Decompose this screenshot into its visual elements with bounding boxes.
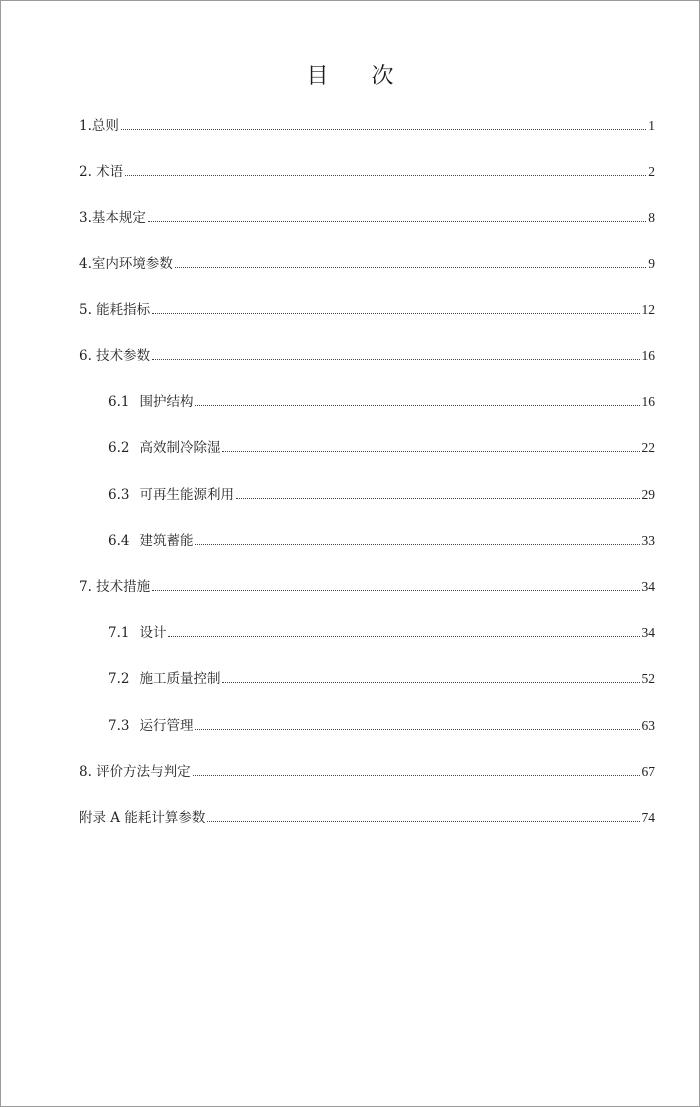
toc-entry-label: 5. 能耗指标 [79, 302, 151, 318]
dot-leader [152, 313, 639, 314]
toc-section-number: 6.4 [108, 533, 130, 549]
dot-leader [222, 451, 639, 452]
toc-section-number: 6.1 [108, 394, 130, 410]
toc-entry-label: 7. 技术措施 [79, 579, 151, 595]
toc-page-number: 12 [641, 302, 655, 317]
toc-page-number: 16 [641, 394, 655, 409]
toc-entry-label: 8. 评价方法与判定 [79, 764, 191, 780]
toc-entry-label: 设计 [139, 625, 167, 641]
toc-entry-label: 施工质量控制 [139, 671, 221, 687]
toc-section-number: 6.2 [108, 440, 130, 456]
toc-section-number: 7.3 [108, 718, 130, 734]
toc-page-number: 33 [641, 533, 655, 548]
toc-entry-cooling-dehumidification[interactable] [108, 436, 655, 460]
toc-page-number: 9 [648, 256, 655, 271]
dot-leader [152, 359, 639, 360]
toc-page-number: 2 [648, 164, 655, 179]
toc-entry-label: 4.室内环境参数 [79, 256, 173, 272]
toc-page-number: 29 [641, 487, 655, 502]
toc-entry-technical-measures[interactable] [79, 575, 655, 599]
dot-leader [222, 682, 639, 683]
toc-section-number: 7.2 [108, 671, 130, 687]
dot-leader [148, 221, 646, 222]
toc-entry-operation-management[interactable] [108, 714, 655, 738]
toc-entry-technical-parameters[interactable] [79, 344, 655, 368]
toc-page-number: 74 [641, 810, 655, 825]
dot-leader [175, 267, 646, 268]
toc-title: 目 次 [306, 64, 412, 89]
toc-section-number: 6.3 [108, 487, 130, 503]
toc-entry-energy-index[interactable] [79, 298, 655, 322]
toc-entry-label: 运行管理 [139, 718, 194, 734]
toc-page-number: 34 [641, 625, 655, 640]
dot-leader [236, 498, 640, 499]
toc-entry-label: 围护结构 [139, 394, 194, 410]
toc-entry-label: 2. 术语 [79, 164, 124, 180]
toc-page-number: 52 [641, 671, 655, 686]
toc-entry-construction-quality[interactable] [108, 667, 655, 691]
toc-entry-appendix-a[interactable] [79, 806, 655, 830]
dot-leader [193, 775, 640, 776]
toc-page-number: 34 [641, 579, 655, 594]
toc-page-number: 16 [641, 348, 655, 363]
dot-leader [152, 590, 639, 591]
toc-entry-terms[interactable] [79, 160, 655, 184]
dot-leader [195, 544, 639, 545]
dot-leader [168, 636, 639, 637]
dot-leader [121, 129, 646, 130]
toc-entry-label: 建筑蓄能 [139, 533, 194, 549]
toc-entry-label: 可再生能源利用 [139, 487, 234, 503]
toc-page-number: 22 [641, 440, 655, 455]
toc-entry-label: 高效制冷除湿 [139, 440, 221, 456]
toc-entry-design[interactable] [108, 621, 655, 645]
toc-entry-basic-rules[interactable] [79, 206, 655, 230]
toc-page-number: 63 [641, 718, 655, 733]
dot-leader [125, 175, 646, 176]
dot-leader [207, 821, 639, 822]
toc-entry-evaluation-method[interactable] [79, 760, 655, 784]
toc-entry-label: 1.总则 [79, 118, 119, 134]
toc-page-number: 67 [641, 764, 655, 779]
toc-entry-label: 附录 A 能耗计算参数 [79, 810, 206, 826]
toc-entry-label: 6. 技术参数 [79, 348, 151, 364]
toc-entry-energy-storage[interactable] [108, 529, 655, 553]
toc-entry-renewable-energy[interactable] [108, 483, 655, 507]
toc-entry-general[interactable] [79, 114, 655, 138]
toc-entry-label: 3.基本规定 [79, 210, 146, 226]
dot-leader [195, 729, 639, 730]
toc-page-number: 1 [648, 118, 655, 133]
toc-entry-indoor-environment[interactable] [79, 252, 655, 276]
toc-page-number: 8 [648, 210, 655, 225]
dot-leader [195, 405, 639, 406]
toc-section-number: 7.1 [108, 625, 130, 641]
toc-entry-envelope[interactable] [108, 390, 655, 414]
